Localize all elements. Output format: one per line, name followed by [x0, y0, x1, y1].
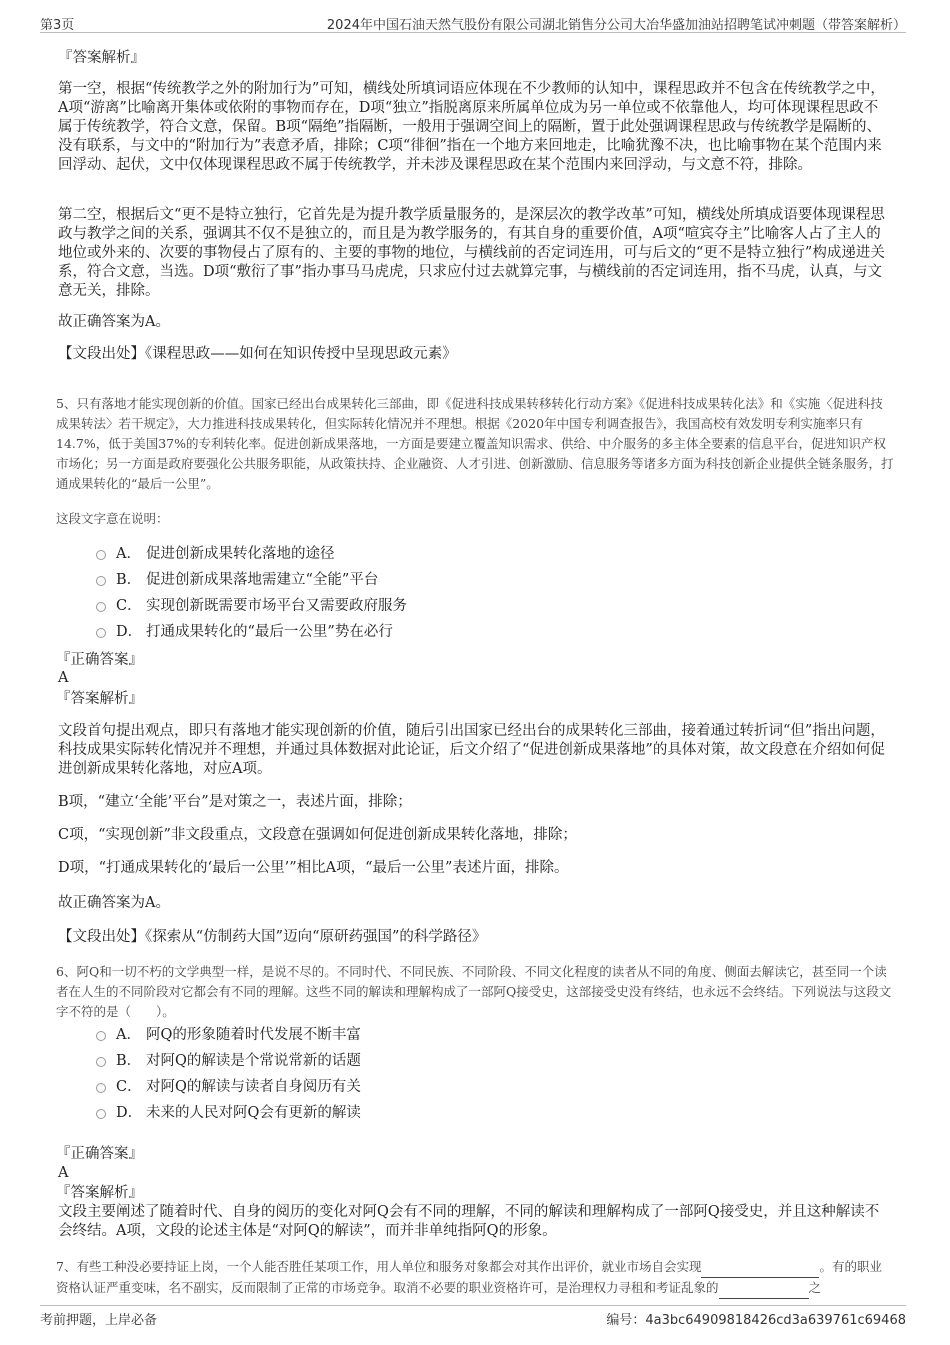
option-text: 促进创新成果落地需建立“全能”平台	[146, 572, 379, 588]
option-text: 对阿Q的解读与读者自身阅历有关	[146, 1079, 361, 1095]
q5-analysis-paragraph-4: D项，“打通成果转化的‘最后一公里’”相比A项，“最后一公里”表述片面，排除。	[58, 860, 569, 876]
option-label: A．	[116, 1027, 141, 1043]
radio-icon[interactable]	[96, 628, 106, 638]
option-text: 未来的人民对阿Q会有更新的解读	[146, 1105, 361, 1121]
q7-stem-part-2: 。有的职业资格认证严重变味，名不副实，反而限制了正常的市场竞争。取消不必要的职业资格许可，是治理权力寻租和考证乱象的	[56, 1259, 882, 1295]
q5-option-a[interactable]	[96, 544, 335, 564]
q7-stem	[56, 1257, 894, 1299]
header-divider	[40, 32, 906, 33]
q7-stem-part-3: 之	[808, 1280, 822, 1295]
page-header	[40, 10, 906, 32]
q5-analysis-paragraph-3: C项，“实现创新”非文段重点，文段意在强调如何促进创新成果转化落地，排除；	[58, 827, 577, 843]
q5-conclusion: 故正确答案为A。	[58, 895, 170, 911]
option-label: C．	[116, 598, 142, 614]
radio-icon[interactable]	[96, 1109, 106, 1119]
q5-stem: 5、只有落地才能实现创新的价值。国家已经出台成果转化三部曲，即《促进科技成果转移转化行动方案》《促进科技成果转化法》和《实施〈促进科技成果转法〉若干规定》，大力推进科技成果转化，但实际转化情况并不理想。根据《2020年中国专利调查报告》，我国高校有效发明专利实施率只有14.7%，低于美国37%的专利转化率。促进创新成果落地，一方面是要建立覆盖知识需求、供给、中介服务的多主体全要素的信息平台，促进知识产权市场化；另一方面是政府要强化公共服务职能，从政策扶持、企业融资、人才引进、创新激励、信息服务等诸多方面为科技创新企业提供全链条服务，打通成果转化的“最后一公里”。	[56, 396, 894, 491]
option-label: D．	[116, 1105, 143, 1121]
q6-option-a[interactable]	[96, 1025, 361, 1045]
q6-analysis-heading: 『答案解析』	[56, 1185, 143, 1201]
footer-slogan: 考前押题，上岸必备	[40, 1313, 158, 1328]
option-label: B．	[116, 572, 142, 588]
q5-option-c[interactable]	[96, 596, 407, 616]
radio-icon[interactable]	[96, 602, 106, 612]
page-number: 第3页	[40, 18, 75, 33]
radio-icon[interactable]	[96, 1083, 106, 1093]
page-footer	[40, 1309, 906, 1328]
q7-blank-1[interactable]	[701, 1257, 819, 1278]
q5-analysis-paragraph-2: B项，“建立‘全能’平台”是对策之一，表述片面，排除；	[58, 794, 412, 810]
option-text: 对阿Q的解读是个常说常新的话题	[146, 1053, 361, 1069]
document-id: 编号：4a3bc64909818426cd3a639761c69468	[606, 1313, 906, 1328]
q5-option-d[interactable]	[96, 622, 393, 642]
q4-conclusion: 故正确答案为A。	[58, 314, 170, 330]
option-text: 促进创新成果转化落地的途径	[146, 546, 335, 562]
q7-stem-part-1: 7、有些工种没必要持证上岗，一个人能否胜任某项工作，用人单位和服务对象都会对其作出评价，就业市场自会实现	[56, 1259, 702, 1274]
q6-option-b[interactable]	[96, 1051, 361, 1071]
radio-icon[interactable]	[96, 550, 106, 560]
q6-option-d[interactable]	[96, 1103, 361, 1123]
q5-answer-heading: 『正确答案』	[56, 652, 143, 668]
q5-prompt: 这段文字意在说明：	[56, 511, 169, 526]
radio-icon[interactable]	[96, 1031, 106, 1041]
option-label: D．	[116, 624, 143, 640]
option-text: 打通成果转化的“最后一公里”势在必行	[146, 624, 393, 640]
q5-answer: A	[58, 670, 69, 686]
q4-analysis-paragraph-2: 第二空，根据后文“更不是特立独行，它首先是为提升教学质量服务的，是深层次的教学改革”可知，横线处所填成语要体现课程思政与教学之间的关系，强调其不仅不是独立的，而且是为教学服务的，有其自身的重要价值，A项“喧宾夺主”比喻客人占了主人的地位或外来的、次要的事物侵占了原有的、主要的事物的地位，与横线前的否定词连用，可与后文的“更不是特立独行”构成递进关系，符合文意，当选。D项“敷衍了事”指办事马马虎虎，只求应付过去就算完事，与横线前的否定词连用，指不马虎，认真，与文意无关，排除。	[58, 207, 885, 299]
q4-source: 【文段出处】《课程思政——如何在知识传授中呈现思政元素》	[58, 346, 457, 362]
q6-analysis-paragraph-1: 文段主要阐述了随着时代、自身的阅历的变化对阿Q会有不同的理解，不同的解读和理解构成了一部阿Q接受史，并且这种解读不会终结。A项，文段的论述主体是“对阿Q的解读”，而并非单纯指阿Q的形象。	[58, 1204, 880, 1239]
option-label: B．	[116, 1053, 142, 1069]
option-label: A．	[116, 546, 141, 562]
q4-analysis-paragraph-1: 第一空，根据“传统教学之外的附加行为”可知，横线处所填词语应体现在不少教师的认知中，课程思政并不包含在传统教学之中，A项“游离”比喻离开集体或依附的事物而存在，D项“独立”指脱离原来所属单位成为另一单位或不依靠他人，均可体现课程思政不属于传统教学，符合文意，保留。B项“隔绝”指隔断，一般用于强调空间上的隔断，置于此处强调课程思政与传统教学是隔断的、没有联系，与文中的“附加行为”表意矛盾，排除；C项“徘徊”指在一个地方来回地走，比喻犹豫不决，也比喻事物在某个范围内来回浮动、起伏，文中仅体现课程思政不属于传统教学，并未涉及课程思政在某个范围内来回浮动，与文意不符，排除。	[58, 81, 885, 173]
q6-answer-heading: 『正确答案』	[56, 1146, 143, 1162]
radio-icon[interactable]	[96, 576, 106, 586]
q5-option-b[interactable]	[96, 570, 378, 590]
q6-answer: A	[58, 1165, 69, 1181]
footer-divider	[40, 1305, 906, 1306]
option-label: C．	[116, 1079, 142, 1095]
q4-analysis-heading: 『答案解析』	[58, 50, 145, 66]
q6-option-c[interactable]	[96, 1077, 361, 1097]
q7-blank-2[interactable]	[719, 1278, 809, 1299]
document-title: 2024年中国石油天然气股份有限公司湖北销售分公司大冶华盛加油站招聘笔试冲刺题（带答案解析）	[326, 18, 906, 33]
q5-source: 【文段出处】《探索从“仿制药大国”迈向“原研药强国”的科学路径》	[58, 929, 487, 945]
radio-icon[interactable]	[96, 1057, 106, 1067]
q5-analysis-heading: 『答案解析』	[56, 691, 143, 707]
q5-analysis-paragraph-1: 文段首句提出观点，即只有落地才能实现创新的价值，随后引出国家已经出台的成果转化三部曲，接着通过转折词“但”指出问题，科技成果实际转化情况并不理想，并通过具体数据对此论证，后文介绍了“促进创新成果落地”的具体对策，故文段意在介绍如何促进创新成果转化落地，对应A项。	[58, 723, 885, 777]
q6-stem: 6、阿Q和一切不朽的文学典型一样，是说不尽的。不同时代、不同民族、不同阶段、不同文化程度的读者从不同的角度、侧面去解读它，甚至同一个读者在人生的不同阶段对它都会有不同的理解。这些不同的解读和理解构成了一部阿Q接受史，这部接受史没有终结，也永远不会终结。下列说法与这段文字不符的是（ ）。	[56, 964, 892, 1019]
option-text: 实现创新既需要市场平台又需要政府服务	[146, 598, 407, 614]
option-text: 阿Q的形象随着时代发展不断丰富	[146, 1027, 361, 1043]
